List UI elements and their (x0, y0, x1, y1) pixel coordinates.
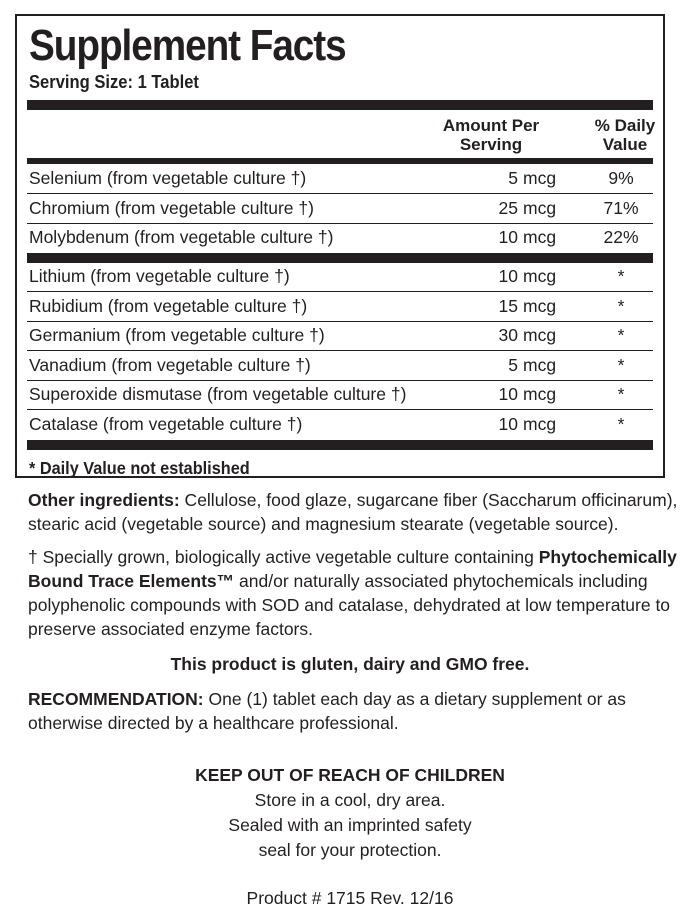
nutrient-unit: mcg (523, 325, 557, 345)
storage-line-1: Store in a cool, dry area. (254, 790, 446, 810)
nutrient-unit: mcg (523, 413, 557, 434)
nutrient-name: Lithium (from vegetable culture †) (29, 266, 290, 286)
nutrient-name: Vanadium (from vegetable culture †) (29, 354, 311, 375)
nutrient-amount: 25 (498, 197, 518, 218)
supplement-facts-panel (15, 14, 665, 478)
nutrient-daily-value: * (617, 325, 625, 345)
nutrient-daily-value: * (617, 384, 625, 404)
nutrient-row (27, 351, 653, 381)
nutrient-daily-value: * (617, 354, 625, 375)
nutrient-row (27, 410, 653, 439)
nutrient-row (27, 321, 653, 351)
column-header-daily-value: % Daily Value (594, 116, 656, 154)
nutrient-amount: 10 (498, 384, 518, 404)
nutrient-amount: 5 (508, 354, 518, 375)
other-ingredients (28, 488, 688, 536)
nutrient-daily-value: 9% (608, 168, 634, 188)
nutrient-name: Catalase (from vegetable culture †) (29, 413, 303, 434)
recommendation-text: One (1) tablet each day as a dietary supplement or as otherwise directed by a healthcare professional. (28, 689, 626, 733)
nutrient-daily-value: 71% (603, 197, 639, 218)
nutrient-name: Selenium (from vegetable culture †) (29, 168, 307, 188)
trace-elements-name: Phytochemically Bound Trace Elements™ (28, 547, 677, 591)
nutrient-row (27, 194, 653, 224)
recommendation-label: RECOMMENDATION: (28, 689, 204, 709)
column-header-amount: Amount Per Serving (442, 116, 540, 154)
daily-value-footnote: * Daily Value not established (29, 458, 250, 478)
nutrient-unit: mcg (523, 227, 557, 247)
nutrient-name: Germanium (from vegetable culture †) (29, 325, 325, 345)
nutrient-name: Chromium (from vegetable culture †) (29, 197, 314, 218)
nutrient-row (27, 164, 653, 194)
nutrient-amount: 10 (498, 227, 518, 247)
serving-size: Serving Size: 1 Tablet (29, 72, 199, 92)
children-warning: KEEP OUT OF REACH OF CHILDREN (195, 765, 505, 785)
nutrient-name: Superoxide dismutase (from vegetable culture †) (29, 384, 407, 404)
thick-divider (27, 440, 653, 450)
panel-title: Supplement Facts (29, 21, 346, 70)
storage-line-2: Sealed with an imprinted safety (228, 815, 472, 835)
nutrient-row (27, 292, 653, 322)
nutrient-unit: mcg (523, 197, 557, 218)
other-ingredients-label: Other ingredients: (28, 490, 180, 510)
storage-line-3: seal for your protection. (258, 840, 442, 860)
nutrient-amount: 5 (508, 168, 518, 188)
recommendation (28, 687, 688, 735)
nutrient-unit: mcg (523, 384, 557, 404)
nutrient-daily-value: 22% (603, 227, 639, 247)
nutrient-unit: mcg (523, 354, 557, 375)
other-ingredients-text: Cellulose, food glaze, sugarcane fiber (Saccharum officinarum), stearic acid (vegetable source) and magnesium stearate (vegetable source). (28, 490, 678, 534)
nutrient-unit: mcg (523, 266, 557, 286)
nutrient-daily-value: * (617, 295, 625, 316)
nutrient-amount: 15 (498, 295, 518, 316)
nutrient-amount: 10 (498, 266, 518, 286)
nutrient-daily-value: * (617, 266, 625, 286)
nutrient-amount: 30 (498, 325, 518, 345)
thick-divider (27, 100, 653, 110)
dagger-note: † Specially grown, biologically active vegetable culture containing Phytochemically Bound Trace Elements™ and/or naturally associated phytochemicals including polyphenolic compounds with SOD and catalase, dehydrated at low temperature to preserve associated enzyme factors. (28, 547, 677, 639)
nutrient-unit: mcg (523, 295, 557, 316)
nutrient-unit: mcg (523, 168, 557, 188)
nutrient-amount: 10 (498, 413, 518, 434)
nutrient-name: Molybdenum (from vegetable culture †) (29, 227, 334, 247)
nutrient-row (27, 223, 653, 252)
product-number: Product # 1715 Rev. 12/16 (246, 888, 454, 908)
nutrient-row (27, 262, 653, 292)
nutrient-name: Rubidium (from vegetable culture †) (29, 295, 308, 316)
nutrient-daily-value: * (617, 413, 625, 434)
nutrient-row (27, 380, 653, 410)
allergen-statement: This product is gluten, dairy and GMO free. (170, 654, 530, 674)
